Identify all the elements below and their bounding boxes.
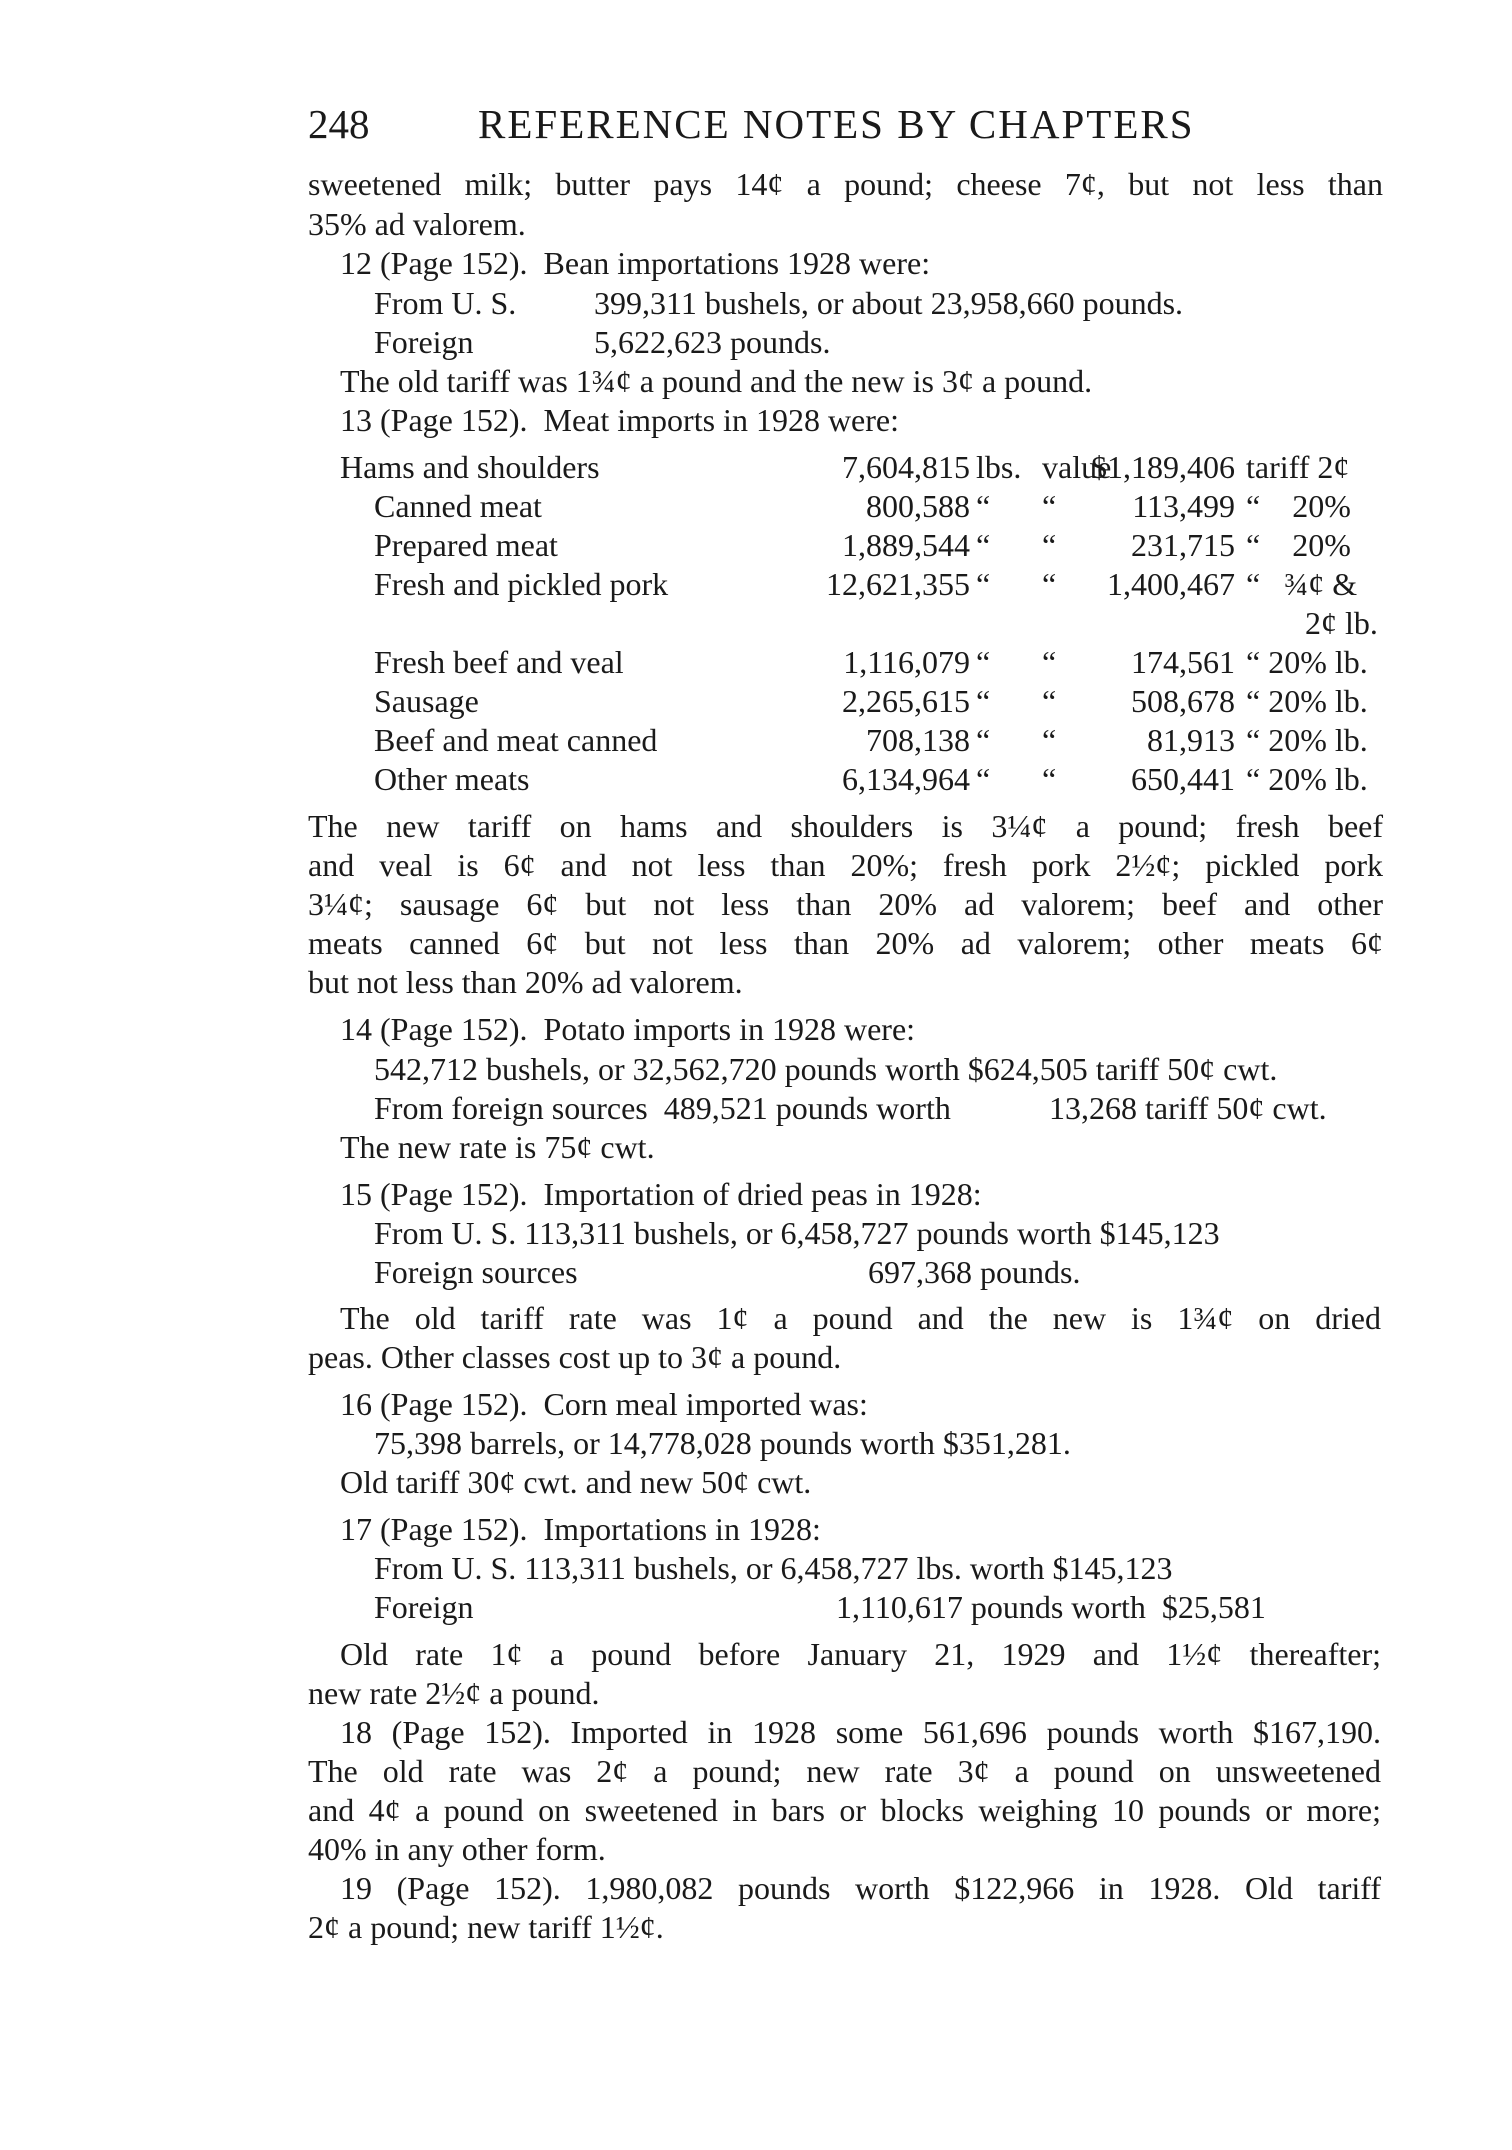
text-line: 542,712 bushels, or 32,562,720 pounds worth $624,505 tariff 50¢ cwt. <box>374 1051 1278 1087</box>
text-line: The old rate was 2¢ a pound; new rate 3¢ a pound on unsweetened <box>308 1753 1381 1789</box>
table-cell-tariff: “ 20% lb. <box>1246 761 1368 797</box>
table-cell-tariff: “ 20% <box>1246 488 1351 524</box>
text-line: 13,268 tariff 50¢ cwt. <box>1049 1090 1327 1126</box>
text-line: From U. S. 113,311 bushels, or 6,458,727 lbs. worth $145,123 <box>374 1550 1173 1586</box>
note-12-heading: 12 (Page 152). Bean importations 1928 were: <box>340 245 931 281</box>
text-line: and veal is 6¢ and not less than 20%; fresh pork 2½¢; pickled pork <box>308 847 1383 883</box>
text-line: and 4¢ a pound on sweetened in bars or blocks weighing 10 pounds or more; <box>308 1792 1381 1828</box>
table-cell-valword: “ <box>1042 683 1057 719</box>
table-cell-value: 231,715 <box>1131 527 1235 563</box>
table-cell-label: Hams and shoulders <box>340 449 600 485</box>
table-cell-unit: “ <box>976 683 991 719</box>
note-13-heading: 13 (Page 152). Meat imports in 1928 were: <box>340 402 899 438</box>
table-cell-label: Fresh and pickled pork <box>374 566 669 602</box>
table-cell-value: 650,441 <box>1131 761 1235 797</box>
table-cell-tariff: tariff 2¢ <box>1246 449 1350 485</box>
table-cell-tariff: “ 20% lb. <box>1246 722 1368 758</box>
text-line: 1,110,617 pounds worth $25,581 <box>836 1589 1266 1625</box>
table-cell-unit: “ <box>976 761 991 797</box>
table-cell-value: 81,913 <box>1147 722 1235 758</box>
text-line: but not less than 20% ad valorem. <box>308 964 743 1000</box>
note-17-heading: 17 (Page 152). Importations in 1928: <box>340 1511 821 1547</box>
table-cell-unit: “ <box>976 644 991 680</box>
table-cell-valword: value <box>1042 449 1112 485</box>
table-cell-label: Prepared meat <box>374 527 558 563</box>
table-cell-qty: 12,621,355 <box>826 566 970 602</box>
table-cell-value: 174,561 <box>1131 644 1235 680</box>
table-cell-label: Canned meat <box>374 488 542 524</box>
text-line: Old rate 1¢ a pound before January 21, 1929 and 1½¢ thereafter; <box>340 1636 1381 1672</box>
table-cell-qty: 7,604,815 <box>842 449 970 485</box>
note-12-footer: The old tariff was 1¾¢ a pound and the new is 3¢ a pound. <box>340 363 1093 399</box>
text-line: 35% ad valorem. <box>308 206 526 242</box>
text-line: 18 (Page 152). Imported in 1928 some 561,696 pounds worth $167,190. <box>340 1714 1381 1750</box>
table-cell-valword: “ <box>1042 644 1057 680</box>
table-cell-tariff: “ 20% lb. <box>1246 644 1368 680</box>
text-line: peas. Other classes cost up to 3¢ a pound. <box>308 1339 842 1375</box>
running-title: REFERENCE NOTES BY CHAPTERS <box>478 101 1195 147</box>
table-cell-qty: 6,134,964 <box>842 761 970 797</box>
table-cell-tariff: “ ¾¢ & <box>1246 566 1358 602</box>
note-16-heading: 16 (Page 152). Corn meal imported was: <box>340 1386 868 1422</box>
table-cell-value: 1,400,467 <box>1107 566 1235 602</box>
text-line: 2¢ a pound; new tariff 1½¢. <box>308 1909 664 1945</box>
table-cell-valword: “ <box>1042 566 1057 602</box>
text-line: The new rate is 75¢ cwt. <box>340 1129 655 1165</box>
table-cell-unit: “ <box>976 722 991 758</box>
page-number: 248 <box>308 101 370 147</box>
text-line: meats canned 6¢ but not less than 20% ad valorem; other meats 6¢ <box>308 925 1383 961</box>
table-cell-label: Fresh beef and veal <box>374 644 624 680</box>
text-line: sweetened milk; butter pays 14¢ a pound; cheese 7¢, but not less than <box>308 166 1383 202</box>
table-cell-qty: 2,265,615 <box>842 683 970 719</box>
table-cell-unit: “ <box>976 527 991 563</box>
table-cell-valword: “ <box>1042 722 1057 758</box>
table-cell-unit: “ <box>976 488 991 524</box>
table-cell-label: Sausage <box>374 683 479 719</box>
text-line: 19 (Page 152). 1,980,082 pounds worth $122,966 in 1928. Old tariff <box>340 1870 1381 1906</box>
text-line: 697,368 pounds. <box>868 1254 1081 1290</box>
table-cell-valword: “ <box>1042 761 1057 797</box>
table-cell-label: Beef and meat canned <box>374 722 658 758</box>
table-cell-qty: 1,889,544 <box>842 527 970 563</box>
table-cell-label: Other meats <box>374 761 530 797</box>
table-cell-qty: 708,138 <box>866 722 970 758</box>
table-cell-unit: “ <box>976 566 991 602</box>
text-line: 75,398 barrels, or 14,778,028 pounds worth $351,281. <box>374 1425 1071 1461</box>
text-line: The old tariff rate was 1¢ a pound and the new is 1¾¢ on dried <box>340 1300 1381 1336</box>
text-line: Old tariff 30¢ cwt. and new 50¢ cwt. <box>340 1464 812 1500</box>
text-line: Foreign <box>374 1589 474 1625</box>
table-cell-valword: “ <box>1042 488 1057 524</box>
note-12-value: 5,622,623 pounds. <box>594 324 831 360</box>
note-12-label: Foreign <box>374 324 474 360</box>
text-line: From U. S. 113,311 bushels, or 6,458,727 pounds worth $145,123 <box>374 1215 1220 1251</box>
note-12-value: 399,311 bushels, or about 23,958,660 pounds. <box>594 285 1184 321</box>
table-cell-qty: 1,116,079 <box>843 644 970 680</box>
table-cell-unit: lbs. <box>976 449 1022 485</box>
table-cell-qty: 800,588 <box>866 488 970 524</box>
note-12-label: From U. S. <box>374 285 517 321</box>
table-cell-tariff: 2¢ lb. <box>1305 605 1378 641</box>
table-cell-tariff: “ 20% <box>1246 527 1351 563</box>
table-cell-tariff: “ 20% lb. <box>1246 683 1368 719</box>
table-cell-value: 113,499 <box>1132 488 1235 524</box>
table-cell-valword: “ <box>1042 527 1057 563</box>
note-15-heading: 15 (Page 152). Importation of dried peas in 1928: <box>340 1176 982 1212</box>
text-line: 3¼¢; sausage 6¢ but not less than 20% ad valorem; beef and other <box>308 886 1383 922</box>
text-line: new rate 2½¢ a pound. <box>308 1675 600 1711</box>
text-line: Foreign sources <box>374 1254 578 1290</box>
text-line: 40% in any other form. <box>308 1831 606 1867</box>
text-line: The new tariff on hams and shoulders is 3¼¢ a pound; fresh beef <box>308 808 1383 844</box>
note-14-heading: 14 (Page 152). Potato imports in 1928 were: <box>340 1011 916 1047</box>
text-line: From foreign sources 489,521 pounds worth <box>374 1090 951 1126</box>
table-cell-value: 508,678 <box>1131 683 1235 719</box>
table-cell-value: $1,189,406 <box>1091 449 1235 485</box>
